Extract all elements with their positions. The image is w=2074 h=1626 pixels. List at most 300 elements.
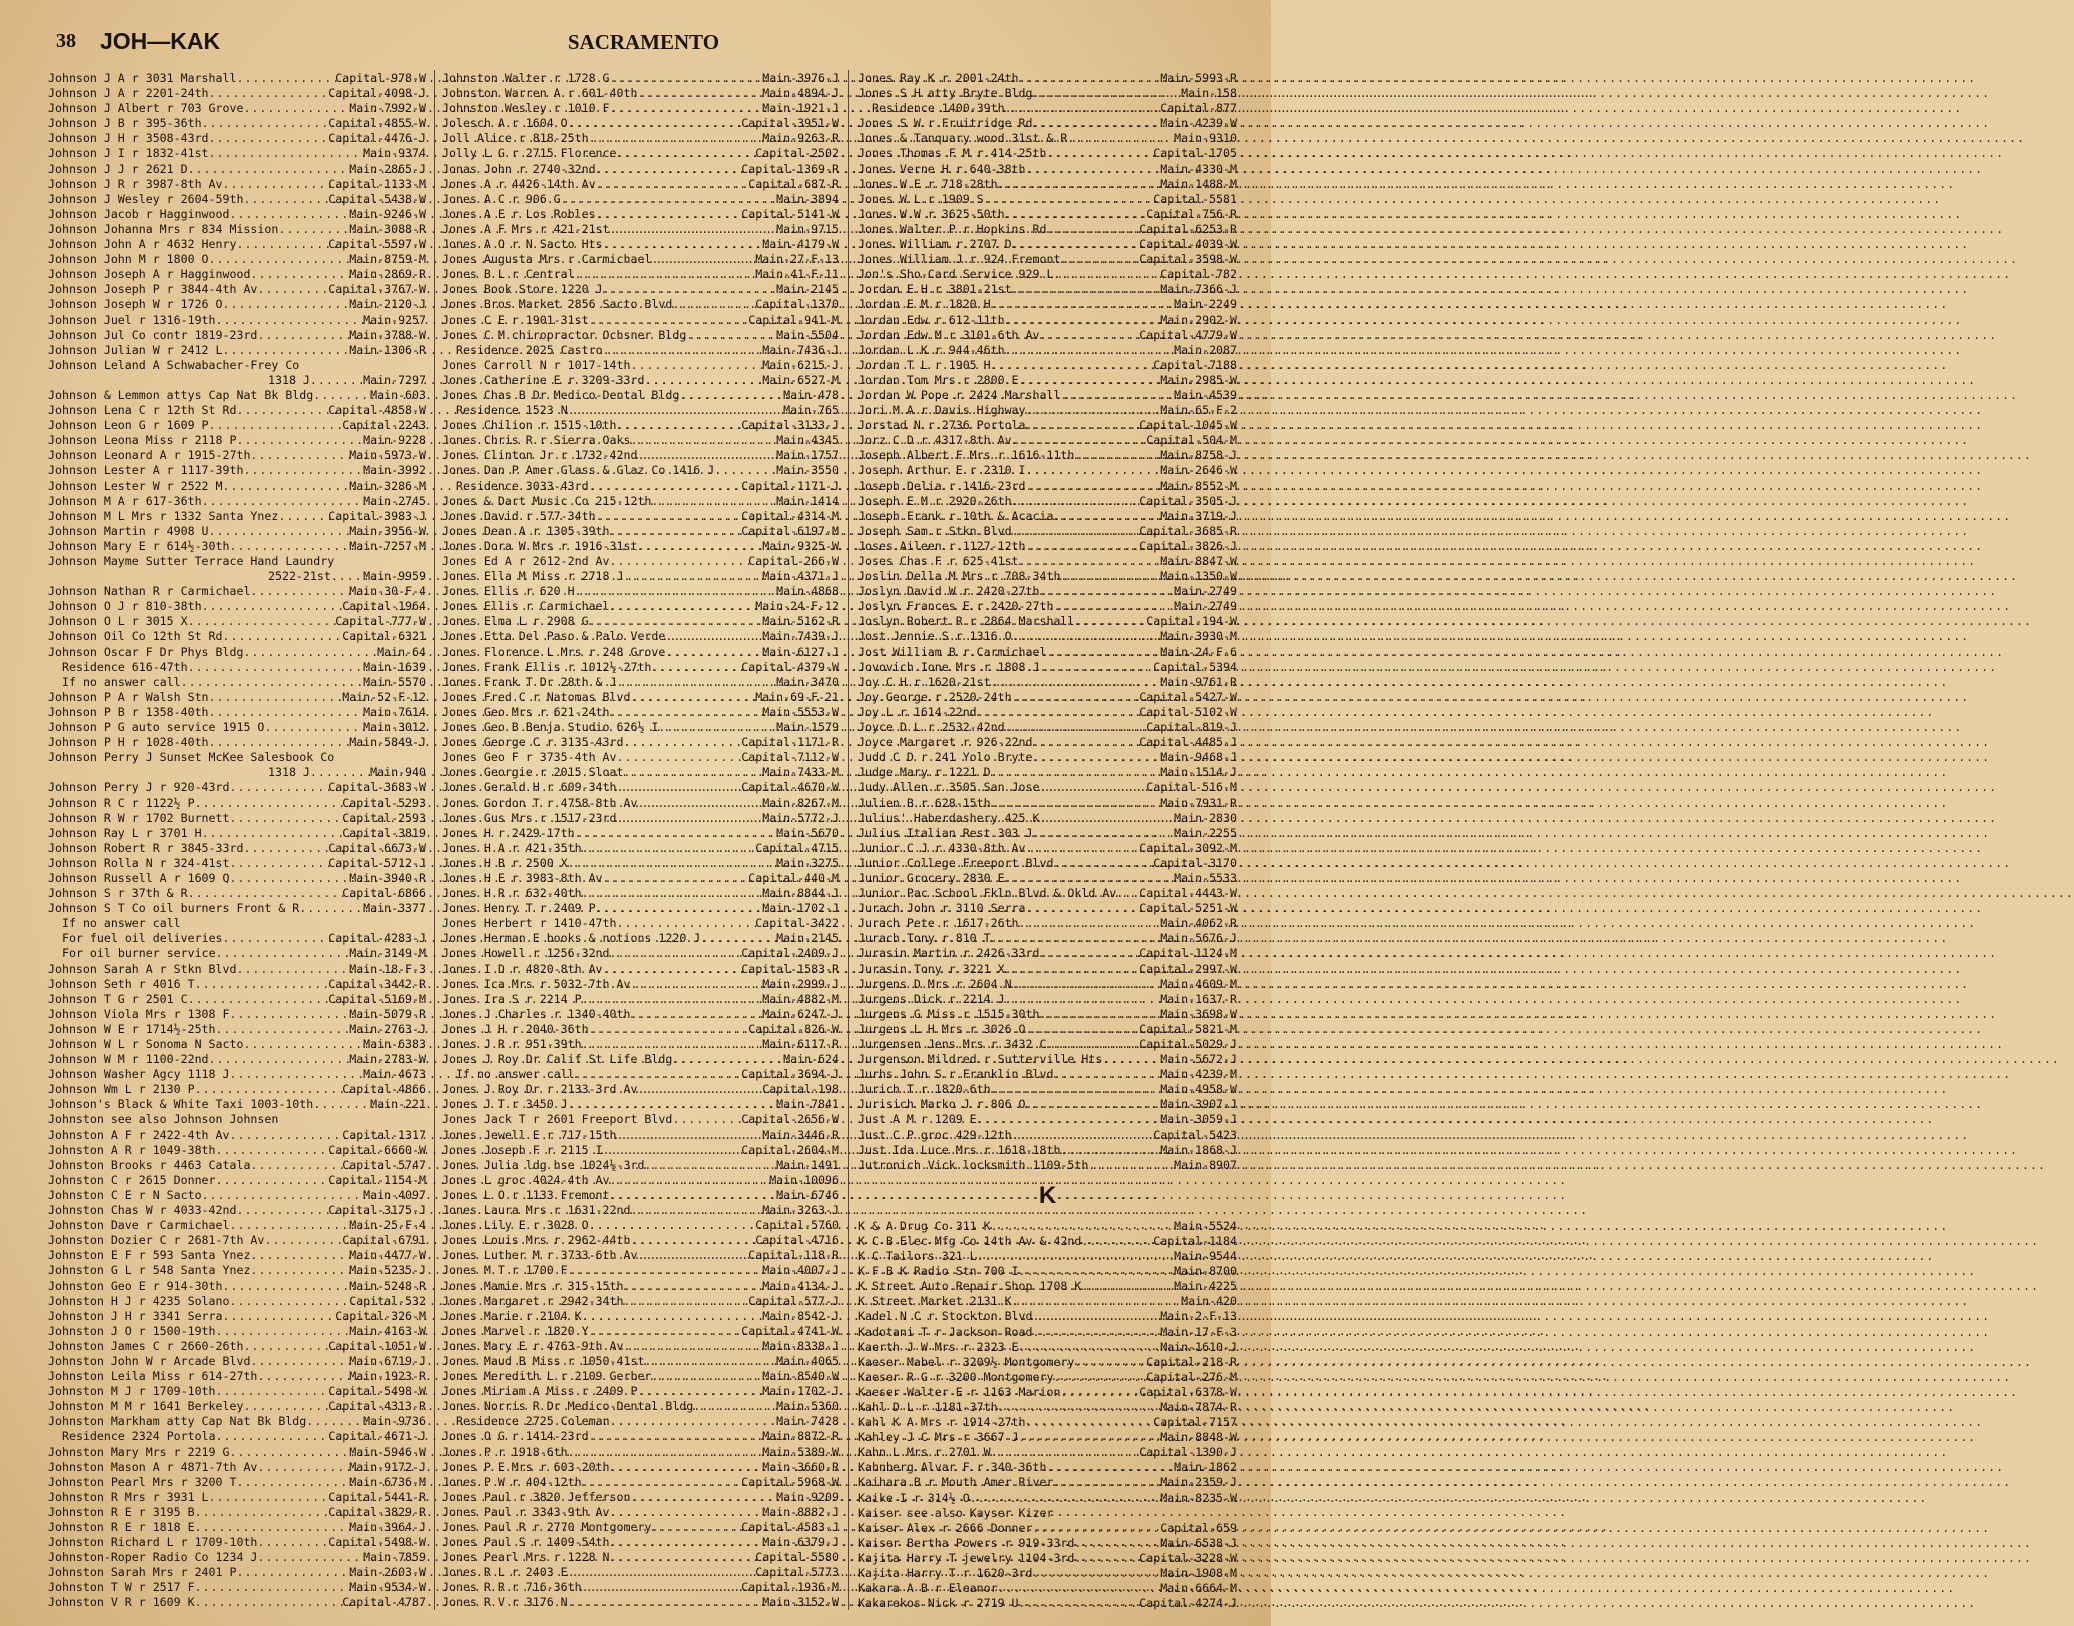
entry-phone: Capital-782	[1160, 267, 1237, 282]
leader-dots	[229, 539, 349, 554]
entry-name: Joy L r 1614-22nd	[858, 704, 977, 719]
entry-name: Jordan E H r 3801-21st	[858, 282, 1012, 297]
leader-dots	[610, 599, 756, 614]
leader-dots	[216, 1429, 329, 1444]
entry-name: Jones Margaret r 2942-34th	[442, 1293, 624, 1308]
leader-dots	[637, 539, 762, 554]
leader-dots	[1046, 1037, 1139, 1052]
entry-phone: Capital-4779-W	[1139, 327, 1237, 342]
entry-name: Johnston Mary Mrs r 2219 G	[48, 1444, 230, 1459]
entry-name: Jones David r 577-34th	[442, 508, 596, 523]
entry-phone: Capital-4039-W	[1139, 237, 1237, 252]
entry-phone: Main-1862	[1174, 1460, 1237, 1475]
entry-name: Jurgens Dick r 2214 J	[858, 991, 1005, 1006]
leader-dots	[202, 494, 364, 509]
leader-dots	[229, 856, 328, 871]
entry-name: Johnston Markham atty Cap Nat Bk Bldg	[48, 1414, 307, 1429]
directory-entry	[858, 177, 1237, 192]
entry-phone: Main-41-F-11	[755, 267, 839, 282]
directory-entry	[48, 116, 426, 131]
directory-entry	[858, 1112, 1237, 1127]
entry-name: Johnston Sarah Mrs r 2401 P	[48, 1565, 237, 1580]
directory-entry	[442, 569, 839, 584]
entry-name: Residence 1523 N	[456, 403, 568, 418]
leader-dots	[623, 1294, 748, 1309]
entry-name: Jones Norris R Dr Medico-Dental Bldg	[442, 1399, 694, 1414]
leader-dots	[1012, 977, 1161, 992]
directory-entry	[442, 192, 839, 207]
entry-name: Jones Geo F r 3735-4th Av	[442, 750, 617, 765]
directory-entry	[858, 313, 1237, 328]
entry-phone: Main-5235-J	[349, 1263, 426, 1278]
entry-phone: Main-2865-J	[349, 161, 426, 176]
entry-phone: Capital-326-M	[335, 1308, 426, 1323]
directory-entry	[48, 1535, 426, 1550]
leader-dots	[216, 313, 364, 328]
directory-entry	[442, 1550, 839, 1565]
entry-name: Jones W W r 3625-50th	[858, 206, 1005, 221]
entry-phone: Main-1488-M	[1160, 176, 1237, 191]
entry-name: Johnston Dave r Carmichael	[48, 1218, 230, 1233]
directory-entry	[442, 207, 839, 222]
entry-name: Jones H E r 3983-8th Av	[442, 870, 603, 885]
entry-name: Jost William B r Carmichael	[858, 644, 1047, 659]
entry-name: Johnson Robert R r 3845-33rd	[48, 840, 244, 855]
leader-dots	[1102, 1052, 1160, 1067]
directory-entry	[48, 1399, 426, 1414]
entry-phone: Main-24-F-6	[1160, 644, 1237, 659]
entry-name: Johnson Juel r 1316-19th	[48, 312, 216, 327]
entry-name: Johnston G L r 548 Santa Ynez	[48, 1263, 251, 1278]
entry-name: Johnston C r 2615 Donner	[48, 1172, 216, 1187]
entry-phone: Main-4134-J	[762, 1278, 839, 1293]
directory-entry	[442, 358, 839, 373]
entry-phone: Main-1579	[776, 720, 839, 735]
directory-entry	[858, 856, 1237, 871]
entry-name: Joll Alice r 818-25th	[442, 131, 589, 146]
entry-phone: Capital-1583-R	[741, 961, 839, 976]
entry-name: Jones Thomas F M r 414-25th	[858, 146, 1047, 161]
entry-name: Kajita Harry T r 1620-3rd	[858, 1566, 1033, 1580]
leader-dots	[216, 1143, 329, 1158]
leader-dots	[1053, 1475, 1160, 1490]
entry-phone: Capital-3829-R	[328, 1504, 426, 1519]
leader-dots	[617, 1128, 763, 1143]
directory-entry	[442, 750, 839, 765]
entry-phone: Capital-3598-W	[1139, 252, 1237, 267]
entry-phone: Main-8848-W	[1160, 1430, 1237, 1445]
entry-name: Johnston Richard L r 1709-10th	[48, 1535, 258, 1550]
leader-dots	[658, 720, 776, 735]
leader-dots	[236, 403, 328, 418]
entry-name: Jorstad N r 2736 Portola	[858, 418, 1026, 433]
leader-dots	[229, 811, 342, 826]
entry-name: Jurgensen Jens Mrs r 3432 C	[858, 1037, 1047, 1051]
directory-entry	[858, 1097, 1237, 1112]
leader-dots	[1005, 343, 1175, 358]
leader-dots	[1012, 282, 1161, 297]
entry-phone: Capital-2593	[342, 810, 426, 825]
entry-phone: Capital-4671-J	[328, 1429, 426, 1444]
entry-name: Jori M A r Davis Highway	[858, 403, 1026, 418]
directory-entry	[442, 841, 839, 856]
directory-entry	[442, 101, 839, 116]
leader-dots	[637, 1248, 748, 1263]
entry-phone: Main-7614	[363, 704, 426, 719]
directory-entry	[858, 1158, 1237, 1173]
entry-phone: Main-5772-J	[762, 810, 839, 825]
leader-dots	[1033, 750, 1161, 765]
entry-name: Junior Grocery 2830 E	[858, 870, 1005, 885]
directory-entry	[48, 946, 426, 961]
entry-name: Jones & Tanquary wood 31st & R	[858, 131, 1068, 146]
directory-entry	[858, 86, 1237, 101]
listing-text-line: Johnson Perry J Sunset McKee Salesbook Co	[48, 750, 335, 765]
page-header	[56, 30, 1231, 60]
directory-entry	[48, 1324, 426, 1339]
directory-entry	[442, 177, 839, 192]
leader-dots	[257, 1535, 328, 1550]
entry-name: Johnson J B r 395-36th	[48, 116, 202, 131]
leader-dots	[1053, 1370, 1146, 1385]
leader-dots	[264, 720, 363, 735]
leader-dots	[1053, 1067, 1160, 1082]
entry-phone: Capital-218-R	[1146, 1354, 1237, 1369]
entry-phone: Capital-826-W	[748, 1021, 839, 1036]
leader-dots	[575, 826, 777, 841]
leader-dots	[610, 1535, 763, 1550]
leader-dots	[672, 1112, 741, 1127]
directory-entry	[858, 1430, 1237, 1445]
entry-name: Residence 1400-39th	[872, 101, 1005, 116]
leader-dots	[651, 252, 755, 267]
entry-name: Jolly L G r 2715 Florence	[442, 146, 617, 161]
directory-entry	[442, 494, 839, 509]
entry-phone: Capital-3175-J	[328, 1203, 426, 1218]
leader-dots	[195, 1580, 350, 1595]
directory-entry	[442, 690, 839, 705]
entry-name: Jones Marvel r 1820 Y	[442, 1323, 589, 1338]
entry-name: Jones L O r 1133 Fremont	[442, 1187, 610, 1202]
entry-name: Jones Pearl Mrs r 1228 N	[442, 1550, 610, 1565]
entry-phone: Main-8540-W	[762, 1369, 839, 1384]
leader-dots	[1074, 614, 1146, 629]
entry-phone: Main-65-F-2	[1160, 403, 1237, 418]
entry-phone: Capital-4098-J	[328, 86, 426, 101]
leader-dots	[1005, 720, 1147, 735]
entry-phone: Capital-3505-J	[1139, 493, 1237, 508]
entry-name: Just C P groc 429-12th	[858, 1127, 1012, 1142]
entry-phone: Main-2255	[1174, 825, 1237, 840]
directory-entry	[48, 735, 426, 750]
entry-phone: Main-5570	[363, 674, 426, 689]
directory-entry	[442, 826, 839, 841]
entry-phone: Main-4062-R	[1160, 916, 1237, 931]
leader-dots	[630, 1233, 755, 1248]
entry-phone: Main-4239-W	[1160, 116, 1237, 131]
entry-phone: Capital-516-M	[1146, 780, 1237, 795]
directory-entry	[442, 614, 839, 629]
entry-name: Residence 616-47th	[62, 659, 188, 674]
entry-phone: Main-4225	[1174, 1279, 1237, 1294]
entry-name: Jurasin Martin r 2426-33rd	[858, 946, 1040, 961]
entry-phone: Main-4163-W	[349, 1323, 426, 1338]
directory-entry	[48, 328, 426, 343]
entry-phone: Main-9736	[363, 1414, 426, 1429]
entry-name: Jones L groc 4024-4th Av	[442, 1172, 610, 1187]
entry-phone: Capital-5251-W	[1139, 901, 1237, 916]
entry-name: Kaeser R G r 3200 Montgomery	[858, 1369, 1054, 1384]
directory-entry	[48, 1022, 426, 1037]
directory-entry	[48, 1097, 426, 1112]
directory-entry	[858, 660, 1237, 675]
entry-name: Jones Julia ldg hse 1024½-3rd	[442, 1157, 645, 1172]
directory-entry	[858, 418, 1237, 433]
directory-entry	[48, 720, 426, 735]
directory-entry	[48, 1082, 426, 1097]
entry-phone: Main-2145	[776, 931, 839, 946]
directory-entry	[442, 1233, 839, 1248]
leader-dots	[610, 101, 763, 116]
entry-name: Residence 2025 Castro	[456, 342, 603, 357]
leader-dots	[596, 162, 742, 177]
entry-name: Johnston E F r 593 Santa Ynez	[48, 1248, 251, 1263]
leader-dots	[603, 962, 742, 977]
leader-dots	[1026, 479, 1161, 494]
entry-name: Johnson Leon G r 1609 P	[48, 418, 209, 433]
leader-dots	[257, 328, 349, 343]
entry-phone: Main-9374	[363, 146, 426, 161]
directory-entry	[442, 962, 839, 977]
entry-phone: Capital-440-M	[748, 870, 839, 885]
leader-dots	[984, 192, 1154, 207]
entry-name: Jones S H atty Bryte Bldg	[858, 86, 1033, 101]
directory-entry	[48, 931, 426, 946]
directory-entry	[48, 1128, 426, 1143]
entry-phone: Main-1414	[776, 493, 839, 508]
entry-name: Jones Luther M r 3733-6th Av	[442, 1248, 638, 1263]
entry-name: Johnston Mason A r 4871-7th Av	[48, 1459, 258, 1474]
leader-dots	[1026, 463, 1161, 478]
entry-phone: Main-1637-R	[1160, 991, 1237, 1006]
entry-name: Johnson P A r Walsh Stn	[48, 689, 209, 704]
entry-name: Junior College Freeport Blvd	[858, 855, 1054, 870]
directory-entry	[858, 765, 1237, 780]
entry-name: Johnson Rolla N r 324-41st	[48, 855, 230, 870]
directory-entry	[442, 373, 839, 388]
entry-name: Johnston H J r 4235 Solano	[48, 1293, 230, 1308]
entry-phone: Main-4673	[363, 1067, 426, 1082]
leader-dots	[1005, 992, 1161, 1007]
entry-name: Jones Meredith L r 2109 Gerber	[442, 1369, 652, 1384]
directory-entry	[48, 1037, 426, 1052]
entry-phone: Main-3059-J	[1160, 1112, 1237, 1127]
entry-phone: Main-3894	[776, 191, 839, 206]
entry-phone: Capital-4866	[342, 1082, 426, 1097]
entry-phone: Main-3149-M	[349, 946, 426, 961]
leader-dots	[700, 931, 776, 946]
entry-phone: Main-3956-W	[349, 523, 426, 538]
directory-entry	[48, 313, 426, 328]
leader-dots	[229, 871, 349, 886]
leader-dots	[1019, 916, 1161, 931]
entry-phone: Main-2603-W	[349, 1565, 426, 1580]
entry-phone: Main-6247-J	[762, 1006, 839, 1021]
entry-phone: Main-2646-W	[1160, 463, 1237, 478]
entry-name: Jurgens D Mrs r 2604 N	[858, 976, 1012, 991]
section-range: JOH—KAK	[100, 28, 221, 54]
leader-dots	[1053, 509, 1160, 524]
entry-phone: Main-2249	[1174, 297, 1237, 312]
entry-phone: Main-9325-W	[762, 538, 839, 553]
directory-entry	[48, 1067, 426, 1082]
entry-phone: Main-2359-J	[1160, 1475, 1237, 1490]
entry-name: Johnson Joseph W r 1726 O	[48, 297, 223, 312]
entry-phone: Main-7841	[776, 1097, 839, 1112]
entry-name: Kahnberg Alvar F r 340-36th	[858, 1460, 1047, 1475]
entry-name: Jones P r 1918-6th	[442, 1444, 568, 1459]
entry-phone: Capital-4741-W	[741, 1323, 839, 1338]
leader-dots	[582, 1580, 742, 1595]
leader-dots	[1060, 388, 1174, 403]
entry-name: Jones Gordon T r 4758-8th Av	[442, 795, 638, 810]
entry-phone: Main-3976-J	[762, 71, 839, 85]
directory-entry	[442, 237, 839, 252]
directory-entry	[442, 735, 839, 750]
directory-entry	[442, 1112, 839, 1127]
entry-phone: Capital-1045-W	[1139, 418, 1237, 433]
entry-name: Jones Frank T Dr 28th & J	[442, 674, 617, 689]
leader-dots	[310, 765, 370, 780]
leader-dots	[223, 1279, 350, 1294]
entry-name: Johnston Warren A r 601-40th	[442, 86, 638, 101]
leader-dots	[617, 811, 763, 826]
entry-name: Jones O G r 1414-23rd	[442, 1429, 589, 1444]
leader-dots	[1046, 222, 1139, 237]
entry-name: Jones Clinton Jr r 1732-42nd	[442, 448, 638, 463]
leader-dots	[970, 1491, 1161, 1506]
entry-name: Just A M r 1209 E	[858, 1112, 977, 1127]
entry-name: Joseph E M r 2920-26th	[858, 493, 1012, 508]
directory-entry	[48, 524, 426, 539]
entry-name: Jones Lily E r 3028 O	[442, 1218, 589, 1233]
entry-phone: Capital-1370	[755, 297, 839, 312]
entry-phone: Main-2902-W	[1160, 312, 1237, 327]
leader-dots	[236, 962, 349, 977]
entry-name: Jones Fred C r Natomas Blvd	[442, 689, 631, 704]
leader-dots	[195, 1505, 329, 1520]
entry-phone: Main-3088-R	[349, 221, 426, 236]
entry-phone: Main-4958-W	[1160, 1082, 1237, 1097]
directory-entry	[442, 146, 839, 161]
directory-entry	[858, 992, 1237, 1007]
leader-dots	[1012, 690, 1140, 705]
entry-phone: Main-24-F-12	[755, 599, 839, 614]
leader-dots	[202, 826, 343, 841]
directory-entry	[442, 267, 839, 282]
entry-name: Jovovich Ione Mrs r 1808 J	[858, 659, 1040, 674]
leader-dots	[568, 1595, 763, 1610]
entry-name: Kaihara B r Mouth Amer River	[858, 1475, 1054, 1490]
leader-dots	[714, 463, 776, 478]
entry-name: Joseph Albert F Mrs r 1616-11th	[858, 448, 1075, 463]
leader-dots	[1060, 1385, 1139, 1400]
entry-name: Jones R L r 2403 E	[442, 1565, 568, 1580]
directory-entry	[858, 901, 1237, 916]
leader-dots	[991, 1445, 1140, 1460]
directory-entry	[442, 1203, 839, 1218]
entry-name: Johnston Brooks r 4463 Catala	[48, 1157, 251, 1172]
directory-entry	[442, 1384, 839, 1399]
entry-name: Jolesch A r 1604 O	[442, 116, 568, 131]
leader-dots	[188, 614, 336, 629]
directory-entry	[48, 1475, 426, 1490]
entry-phone: Main-3940-R	[349, 870, 426, 885]
leader-dots	[250, 1263, 349, 1278]
entry-name: Jurasin Tony r 3221 X	[858, 961, 1005, 976]
directory-entry	[858, 886, 1237, 901]
entry-phone: Capital-5394	[1153, 659, 1237, 674]
entry-phone: Capital-3133-J	[741, 418, 839, 433]
entry-phone: Capital-5747	[342, 1157, 426, 1172]
entry-name: Johnson O L r 3015 X	[48, 614, 188, 629]
directory-entry	[858, 554, 1237, 569]
directory-entry	[48, 1354, 426, 1369]
leader-dots	[223, 177, 329, 192]
directory-entry	[858, 1128, 1237, 1143]
leader-dots	[188, 886, 343, 901]
leader-dots	[603, 871, 749, 886]
entry-phone: Capital-2502	[755, 146, 839, 161]
entry-name: Jones Verne H r 640-38th	[858, 161, 1026, 176]
entry-name: Johnson Oscar F Dr Phys Bldg	[48, 644, 244, 659]
leader-dots	[1033, 116, 1161, 131]
entry-name: Johnston-Roper Radio Co 1234 J	[48, 1550, 258, 1565]
entry-phone: Capital-777-W	[335, 614, 426, 629]
directory-entry	[442, 1429, 839, 1444]
leader-dots	[589, 614, 763, 629]
leader-dots	[1019, 1430, 1161, 1445]
leader-dots	[195, 796, 343, 811]
directory-entry	[442, 252, 839, 267]
leader-dots	[637, 1384, 762, 1399]
entry-phone: Main-7433-M	[762, 765, 839, 780]
entry-phone: Main-9263-R	[762, 131, 839, 146]
entry-name: Johnston Wesley r 1010 F	[442, 101, 610, 116]
directory-entry	[442, 1399, 839, 1414]
entry-name: Jones Carroll N r 1017-14th	[442, 357, 631, 372]
entry-name: Johnston Pearl Mrs r 3200 T	[48, 1474, 237, 1489]
leader-dots	[229, 1128, 342, 1143]
entry-name: Jurach Pete r 1617-26th	[858, 916, 1019, 931]
directory-entry	[442, 1490, 839, 1505]
directory-entry	[858, 479, 1237, 494]
entry-phone: Main-9761-R	[1160, 674, 1237, 689]
entry-phone: Capital-1317	[342, 1127, 426, 1142]
leader-dots	[575, 267, 756, 282]
entry-name: Jordan T L r 1905 H	[858, 357, 991, 372]
entry-phone: Main-1306-R	[349, 342, 426, 357]
leader-dots	[257, 1369, 349, 1384]
leader-dots	[1005, 313, 1161, 328]
entry-name: Kakarekos Nick r 2719 U	[858, 1596, 1019, 1611]
directory-entry	[48, 1309, 426, 1324]
leader-dots	[209, 735, 350, 750]
entry-name: Junior Pac School Fkln Blvd & Okld Av	[858, 886, 1117, 901]
entry-name: Kaiser Alex r 2666 Donner	[858, 1520, 1033, 1535]
leader-dots	[299, 901, 363, 916]
directory-entry	[858, 463, 1237, 478]
